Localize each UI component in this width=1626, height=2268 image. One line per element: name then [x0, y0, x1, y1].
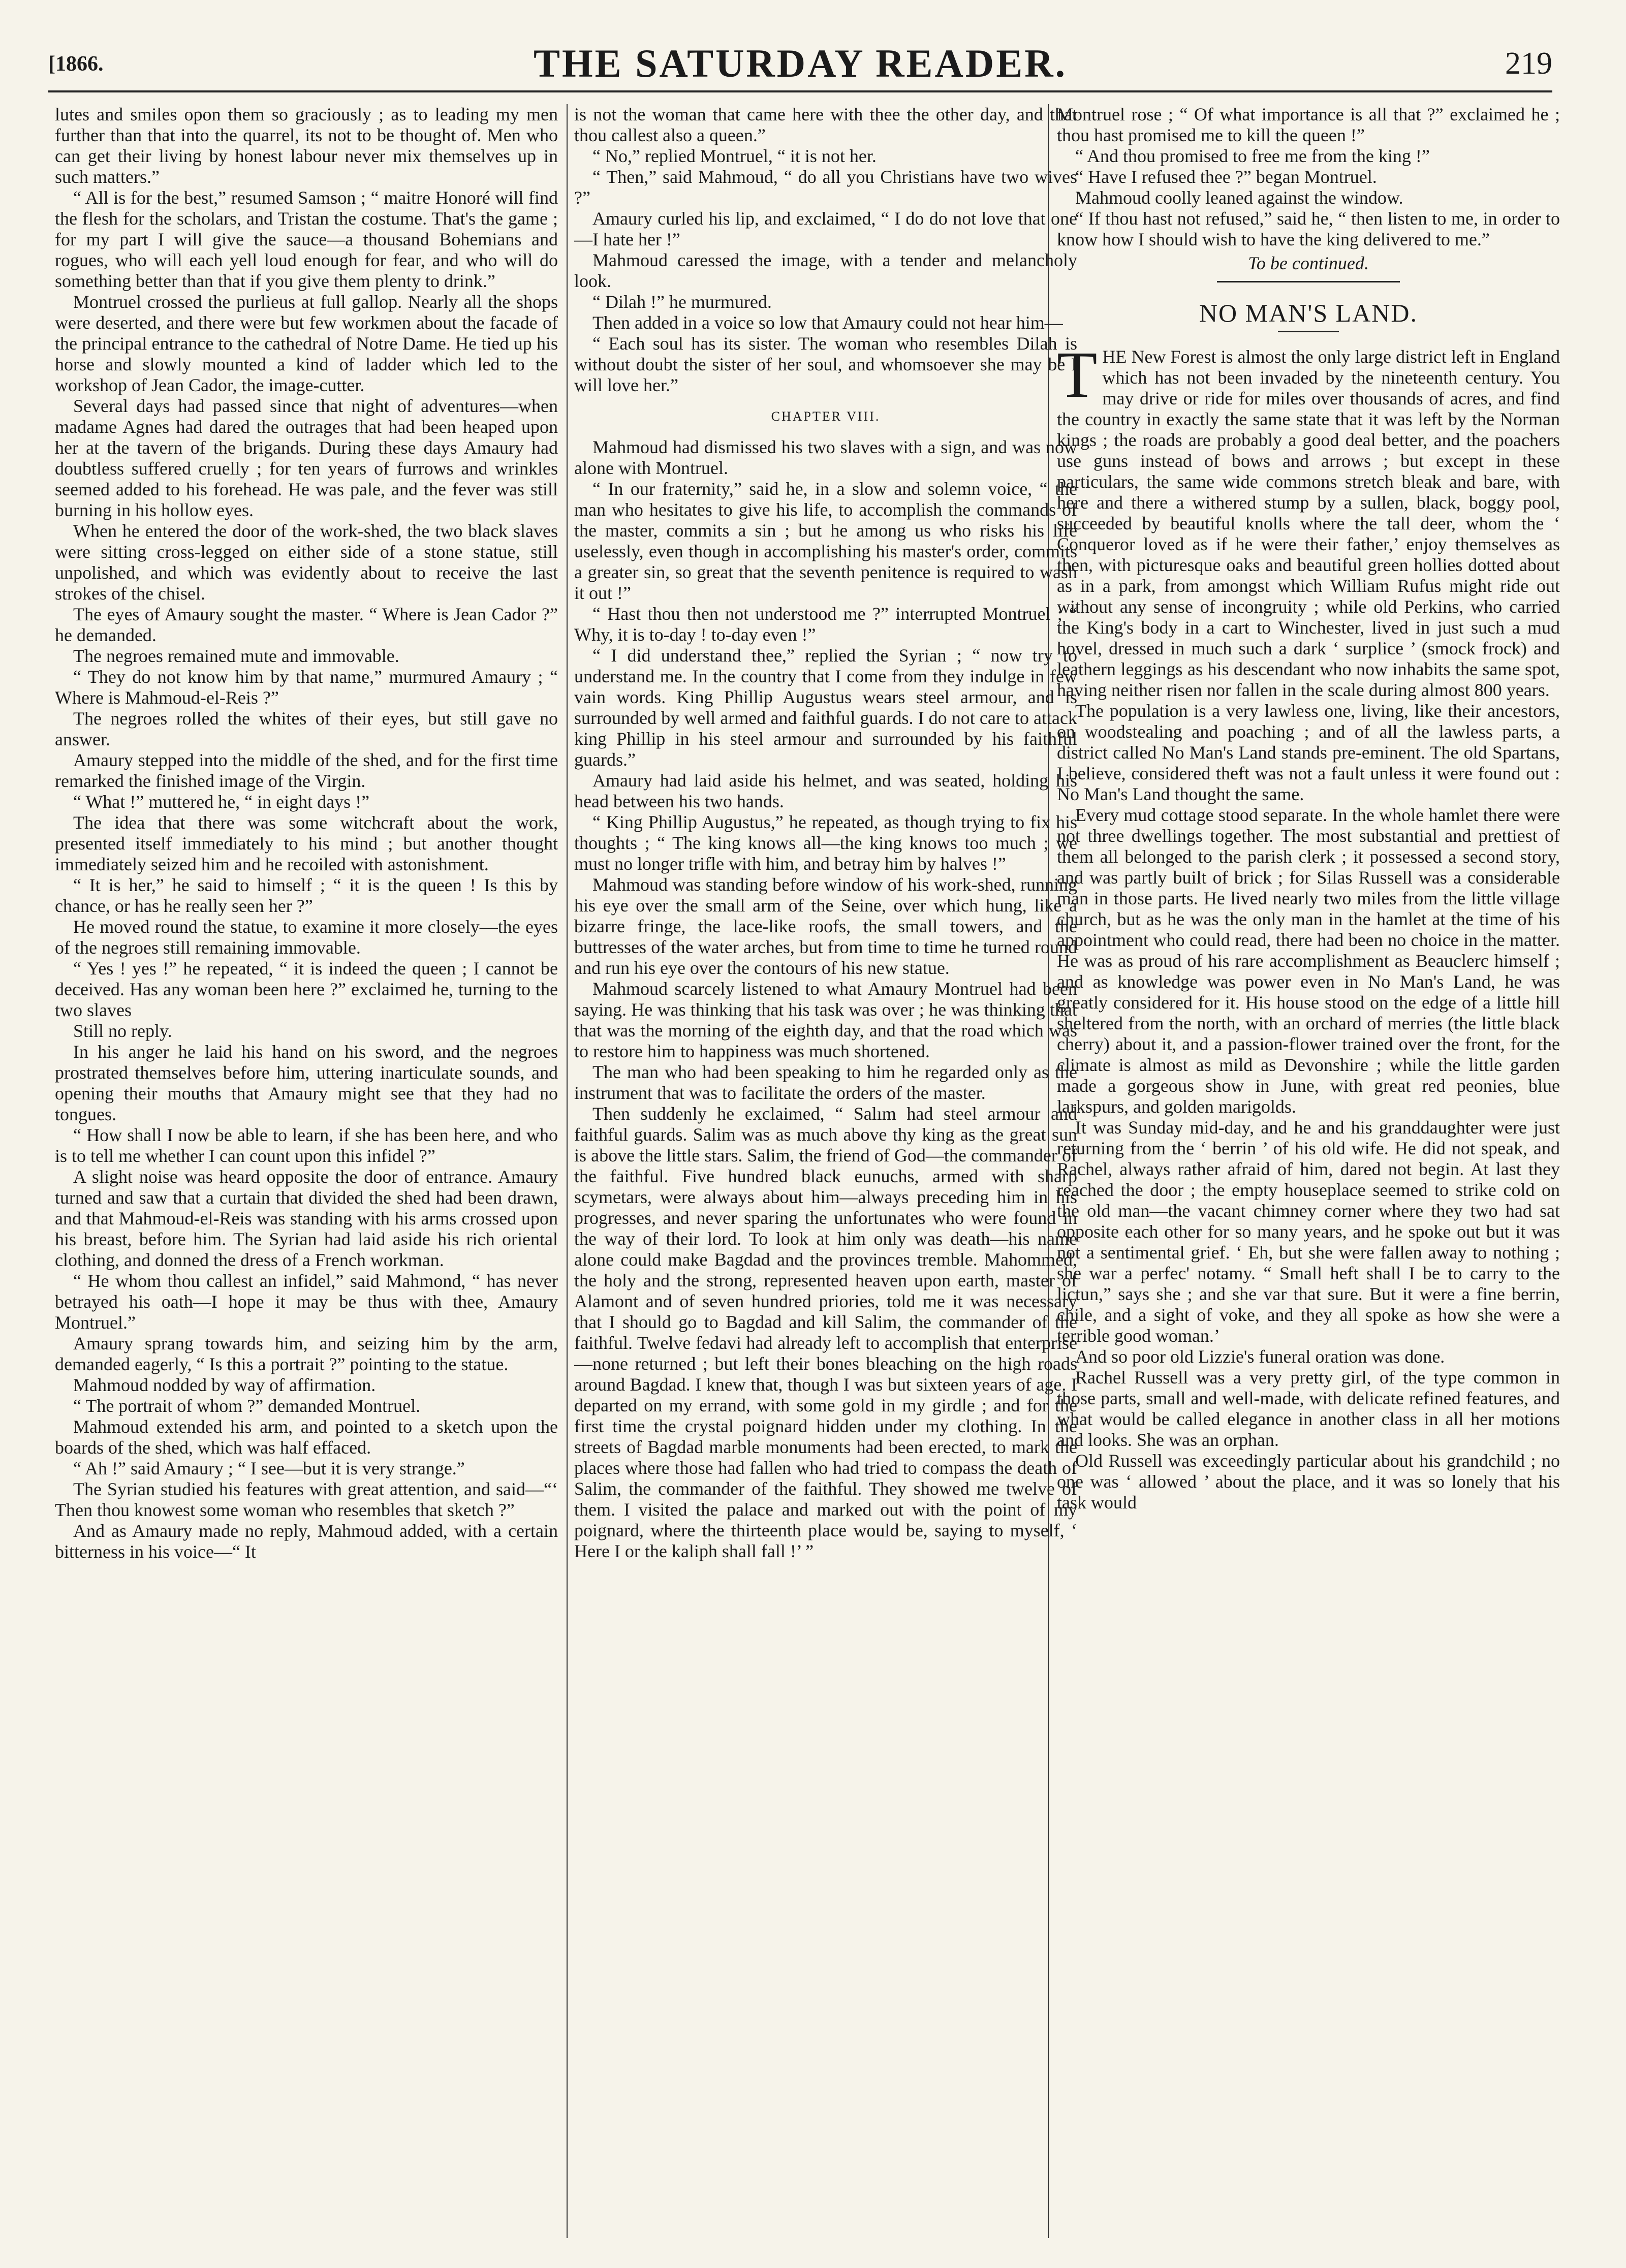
title-rule — [1278, 331, 1339, 332]
paragraph: In his anger he laid his hand on his sword, and the negroes prostrated themselves before him, uttering inarticulate sounds, and opening their mouths that Amaury might see that they had no tongues. — [55, 1042, 558, 1124]
paragraph: The negroes rolled the whites of their eyes, but still gave no answer. — [55, 708, 558, 749]
paragraph: Amaury sprang towards him, and seizing him by the arm, demanded eagerly, “ Is this a portrait ?” pointing to the statue. — [55, 1333, 558, 1374]
column-divider — [567, 104, 568, 2238]
paragraph: Then added in a voice so low that Amaury could not hear him— — [592, 312, 1063, 333]
paragraph — [1057, 338, 1560, 701]
paragraph: And so poor old Lizzie's funeral oration was done. — [1075, 1346, 1445, 1367]
paragraph: “ If thou hast not refused,” said he, “ then listen to me, in order to know how I should wish to have the king delivered to me.” — [1057, 208, 1560, 249]
paragraph: It was Sunday mid-day, and he and his granddaughter were just returning from the ‘ berrin ’ of his old wife. He did not speak, and Rachel, always rather afraid of him, dared not begin. At last they reached the door ; the empty houseplace seemed to strike cold on the old man—the vacant chimney corner where they two had sat opposite each other for so many years, and he spoke out but it was not a sentimental grief. ‘ Eh, but she were fallen away to nothing ; she war a perfec' notamy. “ Small heft shall I be to carry to the lictun,” says she ; and she var that sure. But it were a fine berrin, chile, and a sight of voke, and they all spoke as how she were a terrible good woman.’ — [1057, 1117, 1560, 1346]
page-number: 219 — [1505, 46, 1552, 81]
paragraph: Montruel rose ; “ Of what importance is all that ?” exclaimed he ; thou hast promised me to kill the queen !” — [1057, 104, 1560, 145]
column-2 — [574, 104, 1077, 2243]
paragraph: The idea that there was some witchcraft about the work, presented itself immediately to his mind ; but another thought immediately seized him and he recoiled with astonishment. — [55, 812, 558, 874]
paragraph: is not the woman that came here with thee the other day, and that thou callest also a queen.” — [574, 104, 1077, 145]
paragraph: “ Dilah !” he murmured. — [592, 292, 772, 312]
paragraph-text: HE New Forest is almost the only large district left in England which has not been invaded by the nineteenth century. You may drive or ride for miles over thousands of acres, and find the country in exactly the same state that it was left by the Norman kings ; the roads are probably a good deal better, and the poachers use guns instead of bows and arrows ; but except in these particulars, the same wide commons stretch bleak and bare, with here and there a withered stump by a sullen, black, boggy pool, succeeded by beautiful knolls where the tall deer, whom the ‘ Conqueror loved as if he were their father,’ enjoy themselves as then, with picturesque oaks and beautiful green hollies dotted about as in a park, from amongst which William Rufus might ride out without any sense of incongruity ; while old Perkins, who carried the King's body in a cart to Winchester, lived in just such a mud hovel, dressed in much such a dark ‘ surplice ’ (smock frock) and leathern leggings as his descendant who now inhabits the same spot, having neither risen nor fallen in the scale during almost 800 years. — [1057, 346, 1560, 700]
paragraph: “ In our fraternity,” said he, in a slow and solemn voice, “ the man who hesitates to give his life, to accomplish the commands of the master, commits a sin ; but he among us who risks his life uselessly, even though in accomplishing his master's order, commits a greater sin, so great that the seventh penitence is required to wash it out !” — [574, 479, 1077, 603]
paragraph: “ And thou promised to free me from the king !” — [1075, 146, 1430, 166]
paragraph: Mahmoud was standing before window of his work-shed, running his eye over the small arm of the Seine, over which hung, like a bizarre fringe, the lace-like roofs, the small towers, and the buttresses of the water arches, but from time to time he turned round and run his eye over the contours of his new statue. — [574, 874, 1077, 978]
paragraph: Then suddenly he exclaimed, “ Salım had steel armour and faithful guards. Salim was as much above thy king as the great sun is above the little stars. Salim, the friend of God—the commander of the faithful. Five hundred black eunuchs, armed with sharp scymetars, were always about him—always preceding him in his progresses, and never sparing the unfortunates who were found in the way of their lord. To look at him only was death—his name alone could make Bagdad and the provinces tremble. Mahommed, the holy and the strong, represented heaven upon earth, master of Alamont and of seven hundred priories, told me it was necessary that I should go to Bagdad and kill Salim, the commander of the faithful. Twelve fedavi had already left to accomplish that enterprise—none returned ; but left their bones bleaching on the high roads around Bagdad. I knew that, though I was but sixteen years of age. I departed on my errand, with some gold in my girdle ; and for the first time the crystal poignard hidden under my clothing. In the streets of Bagdad marble monuments had been erected, to mark the places where those had fallen who had tried to compass the death of Salim, the commander of the faithful. They showed me twelve of them. I visited the palace and marked out with the point of my poignard, where the thirteenth place would be, saying to myself, ‘ Here I or the kaliph shall fall !’ ” — [574, 1104, 1077, 1561]
paragraph: When he entered the door of the work-shed, the two black slaves were sitting cross-legged on either side of a stone statue, still unpolished, and which was evidently about to receive the last strokes of the chisel. — [55, 521, 558, 604]
paragraph: “ All is for the best,” resumed Samson ; “ maitre Honoré will find the flesh for the scholars, and Tristan the costume. That's the game ; for my part I will give the sauce—a thousand Bohemians and rogues, who will each yell loud enough for fear, and who will do something better than that if you give them plenty to drink.” — [55, 187, 558, 291]
paragraph: The man who had been speaking to him he regarded only as the instrument that was to facilitate the orders of the master. — [574, 1062, 1077, 1103]
paragraph: “ The portrait of whom ?” demanded Montruel. — [73, 1396, 421, 1416]
column-3 — [1057, 104, 1560, 2243]
paragraph: Amaury stepped into the middle of the shed, and for the first time remarked the finished image of the Virgin. — [55, 750, 558, 791]
paragraph: “ How shall I now be able to learn, if she has been here, and who is to tell me whether I can count upon this infidel ?” — [55, 1125, 558, 1166]
column-1 — [55, 104, 558, 2243]
paragraph: Every mud cottage stood separate. In the whole hamlet there were not three dwellings together. The most substantial and prettiest of them all belonged to the parish clerk ; it possessed a second story, and was partly built of brick ; for Silas Russell was a considerable man in those parts. He lived nearly two miles from the little village church, but as he was the only man in the hamlet at the time of his appointment who could read, there had been no choice in the matter. He was as proud of his rare accomplishment as Beauclerc himself ; and as knowledge was power even in No Man's Land, he was greatly considered for it. His house stood on the edge of a little hill sheltered from the north, with an orchard of merries (the little black cherry) about it, and a passion-flower trained over the front, for the climate is almost as mild as Devonshire ; while the little garden made a gorgeous show in June, with great red peonies, blue larkspurs, and golden marigolds. — [1057, 805, 1560, 1117]
paragraph: The negroes remained mute and immovable. — [73, 646, 399, 666]
paragraph: “ Hast thou then not understood me ?” interrupted Montruel ; “ Why, it is to-day ! to-day even !” — [574, 604, 1077, 645]
paragraph: “ Have I refused thee ?” began Montruel. — [1075, 167, 1377, 187]
to-be-continued: To be continued. — [1248, 253, 1369, 273]
paragraph: The eyes of Amaury sought the master. “ Where is Jean Cador ?” he demanded. — [55, 604, 558, 645]
paragraph: “ King Phillip Augustus,” he repeated, as though trying to fix his thoughts ; “ The king knows all—the king knows too much ; we must no longer trifle with him, and betray him by halves !” — [574, 812, 1077, 874]
paragraph: Old Russell was exceedingly particular about his grandchild ; no one was ‘ allowed ’ about the place, and it was so lonely that his task would — [1057, 1451, 1560, 1513]
paragraph: “ They do not know him by that name,” murmured Amaury ; “ Where is Mahmoud-el-Reis ?” — [55, 667, 558, 708]
paragraph: Still no reply. — [73, 1021, 172, 1041]
paragraph: Several days had passed since that night of adventures—when madame Agnes had dared the outrages that had been heaped upon her at the tavern of the brigands. During these days Amaury had doubtless suffered cruelly ; for ten years of furrows and wrinkles seemed added to his forehead. He was pale, and the fever was still burning in his hollow eyes. — [55, 396, 558, 520]
paragraph: Mahmoud scarcely listened to what Amaury Montruel had been saying. He was thinking that his task was over ; he was thinking that that was the morning of the eighth day, and that the road which was to restore him to happiness was much shortened. — [574, 979, 1077, 1061]
paragraph: “ Ah !” said Amaury ; “ I see—but it is very strange.” — [73, 1458, 465, 1478]
paragraph: Mahmoud caressed the image, with a tender and melancholy look. — [574, 250, 1077, 291]
paragraph: And as Amaury made no reply, Mahmoud added, with a certain bitterness in his voice—“ It — [55, 1521, 558, 1562]
paragraph: “ I did understand thee,” replied the Syrian ; “ now try to understand me. In the country that I come from they indulge in few vain words. King Phillip Augustus wears steel armour, and is surrounded by well armed and faithful guards. I do not care to attack king Phillip in his steel armour and surrounded by his faithful guards.” — [574, 645, 1077, 770]
paragraph: “ What !” muttered he, “ in eight days !” — [73, 792, 370, 812]
paragraph: Amaury had laid aside his helmet, and was seated, holding his head between his two hands. — [574, 770, 1077, 811]
paragraph: Amaury curled his lip, and exclaimed, “ I do do not love that one—I hate her !” — [574, 208, 1077, 249]
paragraph: Mahmoud nodded by way of affirmation. — [73, 1375, 376, 1395]
paragraph: Mahmoud extended his arm, and pointed to a sketch upon the boards of the shed, which was half effaced. — [55, 1416, 558, 1458]
paragraph: “ It is her,” he said to himself ; “ it is the queen ! Is this by chance, or has he really seen her ?” — [55, 875, 558, 916]
paragraph: A slight noise was heard opposite the door of entrance. Amaury turned and saw that a curtain that divided the shed had been drawn, and that Mahmoud-el-Reis was standing with his arms crossed upon his breast, before him. The Syrian had laid aside his rich oriental clothing, and donned the dress of a French workman. — [55, 1167, 558, 1270]
paragraph: Mahmoud had dismissed his two slaves with a sign, and was now alone with Montruel. — [574, 437, 1077, 478]
paragraph: Mahmoud coolly leaned against the window. — [1075, 187, 1403, 208]
paragraph: The population is a very lawless one, living, like their ancestors, on woodstealing and poaching ; and of all the lawless parts, a district called No Man's Land stands pre-eminent. The old Spartans, I believe, considered theft was not a fault unless it were found out : No Man's Land thought the same. — [1057, 701, 1560, 804]
publication-title: THE SATURDAY READER. — [533, 41, 1068, 85]
paragraph: He moved round the statue, to examine it more closely—the eyes of the negroes still remaining immovable. — [55, 917, 558, 958]
article-title: NO MAN'S LAND. — [1199, 299, 1418, 327]
drop-cap: T — [1057, 338, 1098, 412]
paragraph: “ Then,” said Mahmoud, “ do all you Christians have two wives ?” — [574, 167, 1077, 208]
paragraph: Rachel Russell was a very pretty girl, of the type common in those parts, small and well-made, with delicate refined features, and what would be called elegance in another class in all her motions and looks. She was an orphan. — [1057, 1367, 1560, 1450]
paragraph: “ No,” replied Montruel, “ it is not her. — [592, 146, 877, 166]
paragraph: “ He whom thou callest an infidel,” said Mahmond, “ has never betrayed his oath—I hope it may be thus with thee, Amaury Montruel.” — [55, 1271, 558, 1333]
paragraph: “ Each soul has its sister. The woman who resembles Dilah is without doubt the sister of her soul, and whomsoever she may be I will love her.” — [574, 333, 1077, 395]
paragraph: “ Yes ! yes !” he repeated, “ it is indeed the queen ; I cannot be deceived. Has any woman been here ?” exclaimed he, turning to the two slaves — [55, 958, 558, 1020]
page-header — [48, 41, 1552, 86]
paragraph: The Syrian studied his features with great attention, and said—“‘ Then thou knowest some woman who resembles that sketch ?” — [55, 1479, 558, 1520]
chapter-heading: CHAPTER VIII. — [771, 409, 881, 424]
issue-date: [1866. — [48, 52, 104, 76]
section-rule — [1217, 281, 1400, 282]
paragraph: Montruel crossed the purlieus at full gallop. Nearly all the shops were deserted, and there were but few workmen about the facade of the principal entrance to the cathedral of Notre Dame. He tied up his horse and slowly mounted a kind of ladder which led to the workshop of Jean Cador, the image-cutter. — [55, 292, 558, 395]
paragraph: lutes and smiles opon them so graciously ; as to leading my men further than that into the quarrel, its not to be thought of. Men who can get their living by honest labour never mix themselves up in such matters.” — [55, 104, 558, 187]
header-rule — [48, 90, 1552, 92]
